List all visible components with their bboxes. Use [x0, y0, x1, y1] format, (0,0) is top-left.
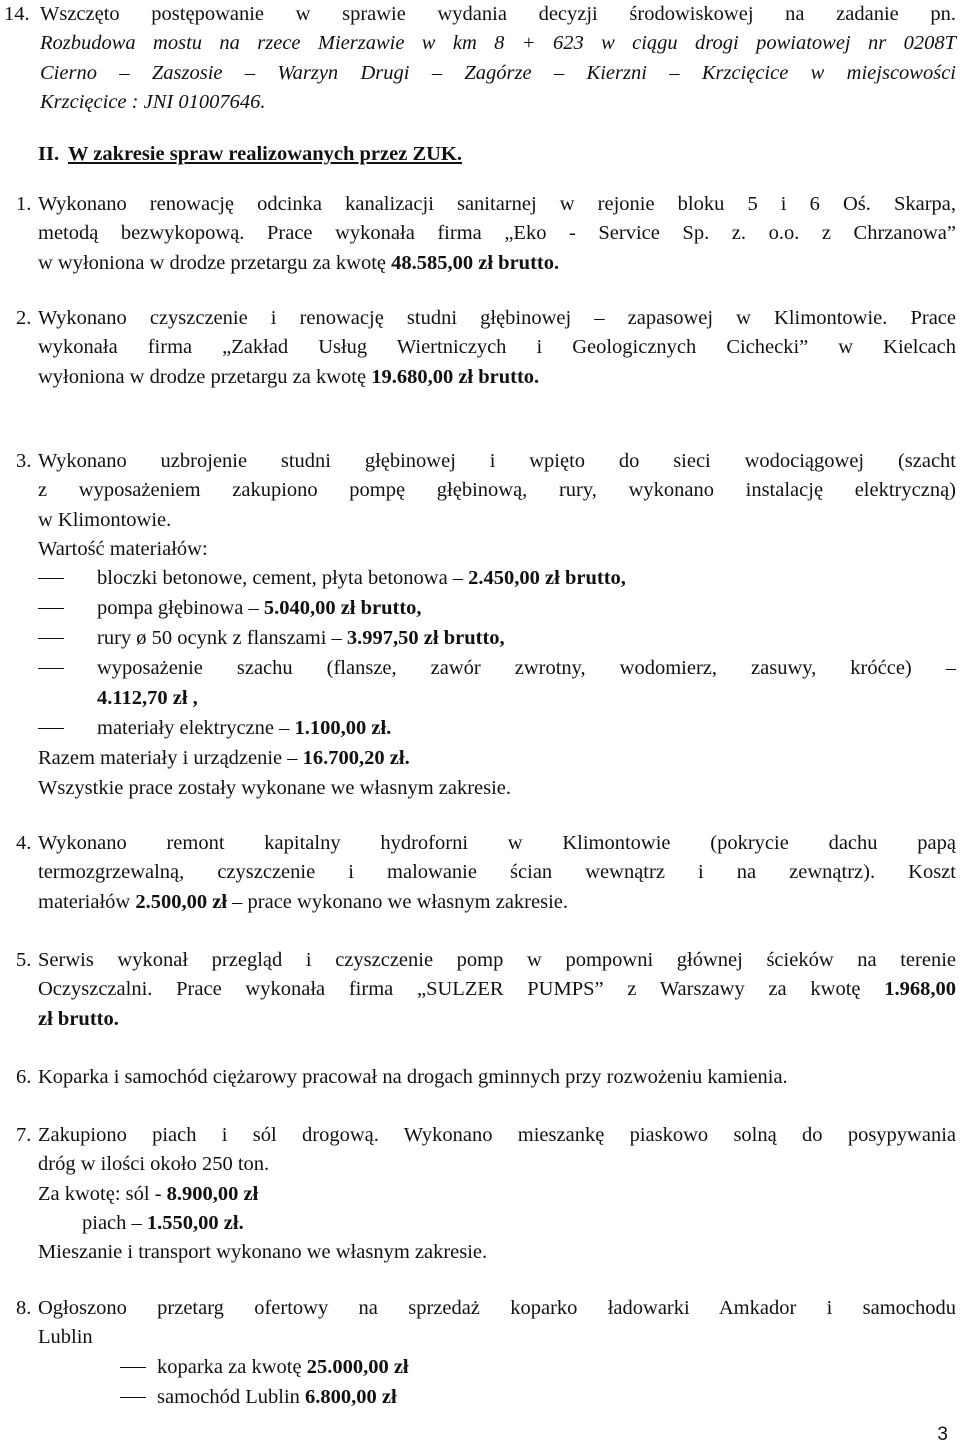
- materials-item-4-amount: 4.112,70 zł ,: [97, 687, 198, 709]
- paragraph-5-amount: 1.968,00: [884, 978, 956, 1001]
- dash-bullet-icon: [120, 1367, 146, 1368]
- paragraph-2-line-2: wykonała firma „Zakład Usług Wiertniczych i Geologicznych Cichecki” w Kielcach: [38, 336, 956, 359]
- item-14-number: 14.: [4, 3, 30, 25]
- paragraph-3-line-3: w Klimontowie.: [38, 508, 172, 531]
- paragraph-1-line-1: Wykonano renowację odcinka kanalizacji sanitarnej w rejonie bloku 5 i 6 Oś. Skarpa,: [38, 193, 956, 215]
- paragraph-7-line-2: dróg w ilości około 250 ton.: [38, 1153, 270, 1176]
- paragraph-5-amount-unit: zł brutto.: [38, 1007, 119, 1030]
- materials-item-3-amount: 3.997,50 zł brutto,: [346, 627, 505, 649]
- paragraph-4-amount: 2.500,00 zł: [135, 890, 228, 913]
- sale-item-1-amount: 25.000,00 zł: [306, 1356, 409, 1378]
- materials-item-2-text: pompa głębinowa –: [97, 597, 264, 619]
- paragraph-8-line-2: Lublin: [38, 1326, 93, 1349]
- paragraph-3-closing: Wszystkie prace zostały wykonane we własnym zakresie.: [38, 777, 512, 799]
- paragraph-2-amount: 19.680,00 zł brutto.: [371, 365, 540, 388]
- dash-bullet-icon: [38, 608, 64, 609]
- materials-heading: Wartość materiałów:: [38, 537, 208, 560]
- section-2-number: II.: [38, 143, 60, 165]
- paragraph-1-line-2: metodą bezwykopową. Prace wykonała firma „Eko - Service Sp. z. o.o. z Chrzanowa”: [38, 222, 956, 245]
- paragraph-7-line-5: Mieszanie i transport wykonano we własnym zakresie.: [38, 1241, 488, 1264]
- item-14-line-1: Wszczęto postępowanie w sprawie wydania decyzji środowiskowej na zadanie pn.: [40, 3, 956, 25]
- dash-bullet-icon: [120, 1397, 146, 1398]
- page-number: 3: [937, 1424, 948, 1445]
- paragraph-2-line-3: wyłoniona w drodze przetargu za kwotę: [38, 365, 372, 388]
- item-14-line-4: Krzcięcice : JNI 01007646.: [40, 90, 266, 113]
- dash-bullet-icon: [38, 668, 64, 669]
- paragraph-4-line-2: termozgrzewalną, czyszczenie i malowanie ścian wewnątrz i na zewnątrz). Koszt: [38, 861, 956, 884]
- materials-total-amount: 16.700,20 zł.: [302, 747, 410, 769]
- paragraph-4-line-3-end: – prace wykonano we własnym zakresie.: [227, 890, 568, 913]
- materials-total: [38, 744, 410, 773]
- paragraph-5-line-2: Oczyszczalni. Prace wykonała firma „SULZER PUMPS” z Warszawy za kwotę: [38, 978, 885, 1001]
- paragraph-7-sand-amount: 1.550,00 zł.: [146, 1211, 244, 1234]
- paragraph-7-number: 7.: [16, 1124, 32, 1146]
- paragraph-8-line-1: Ogłoszono przetarg ofertowy na sprzedaż koparko ładowarki Amkador i samochodu: [38, 1297, 956, 1319]
- paragraph-5-line-1: Serwis wykonał przegląd i czyszczenie pomp w pompowni głównej ścieków na terenie: [38, 949, 956, 971]
- paragraph-7-salt-amount: 8.900,00 zł: [166, 1182, 259, 1205]
- paragraph-4-line-3: materiałów: [38, 890, 136, 913]
- materials-item-2-amount: 5.040,00 zł brutto,: [263, 597, 422, 619]
- paragraph-4-number: 4.: [16, 832, 32, 854]
- materials-item-3-text: rury ø 50 ocynk z flanszami –: [97, 627, 347, 649]
- paragraph-3-line-1: Wykonano uzbrojenie studni głębinowej i wpięto do sieci wodociągowej (szacht: [38, 450, 956, 472]
- section-2-title: W zakresie spraw realizowanych przez ZUK.: [68, 143, 463, 165]
- paragraph-4-line-1: Wykonano remont kapitalny hydroforni w Klimontowie (pokrycie dachu papą: [38, 832, 956, 854]
- sale-item-1-text: koparka za kwotę: [157, 1356, 307, 1378]
- paragraph-2-number: 2.: [16, 307, 32, 329]
- materials-item-1-amount: 2.450,00 zł brutto,: [468, 567, 626, 589]
- item-14-line-2: Rozbudowa mostu na rzece Mierzawie w km 8 + 623 w ciągu drogi powiatowej nr 0208T: [40, 32, 956, 55]
- paragraph-1-amount: 48.585,00 zł brutto.: [391, 251, 560, 274]
- materials-item-4-text: wyposażenie szachu (flansze, zawór zwrotny, wodomierz, zasuwy, króćce) –: [97, 657, 956, 679]
- paragraph-1-number: 1.: [16, 193, 32, 215]
- dash-bullet-icon: [38, 638, 64, 639]
- paragraph-3-line-2: z wyposażeniem zakupiono pompę głębinową, rury, wykonano instalację elektryczną): [38, 479, 956, 502]
- paragraph-3-number: 3.: [16, 450, 32, 472]
- paragraph-6-number: 6.: [16, 1066, 32, 1088]
- paragraph-7-sand: piach –: [82, 1211, 147, 1234]
- paragraph-1-line-3: w wyłoniona w drodze przetargu za kwotę: [38, 251, 392, 274]
- dash-bullet-icon: [38, 578, 64, 579]
- sale-item-2-text: samochód Lublin: [157, 1386, 306, 1408]
- item-14-line-3: Cierno – Zaszosie – Warzyn Drugi – Zagórze – Kierzni – Krzcięcice w miejscowości: [40, 61, 956, 84]
- paragraph-8-number: 8.: [16, 1297, 32, 1319]
- paragraph-7-salt: Za kwotę: sól -: [38, 1182, 167, 1205]
- dash-bullet-icon: [38, 728, 64, 729]
- paragraph-7-line-1: Zakupiono piach i sól drogową. Wykonano mieszankę piaskowo solną do posypywania: [38, 1124, 956, 1146]
- paragraph-6-line-1: Koparka i samochód ciężarowy pracował na drogach gminnych przy rozwożeniu kamienia.: [38, 1066, 788, 1088]
- materials-total-text: Razem materiały i urządzenie –: [38, 747, 303, 769]
- materials-item-5-text: materiały elektryczne –: [97, 717, 295, 739]
- sale-item-2-amount: 6.800,00 zł: [305, 1386, 397, 1408]
- materials-item-5-amount: 1.100,00 zł.: [294, 717, 392, 739]
- paragraph-5-number: 5.: [16, 949, 32, 971]
- paragraph-2-line-1: Wykonano czyszczenie i renowację studni głębinowej – zapasowej w Klimontowie. Prace: [38, 307, 956, 329]
- materials-item-1-text: bloczki betonowe, cement, płyta betonowa –: [97, 567, 469, 589]
